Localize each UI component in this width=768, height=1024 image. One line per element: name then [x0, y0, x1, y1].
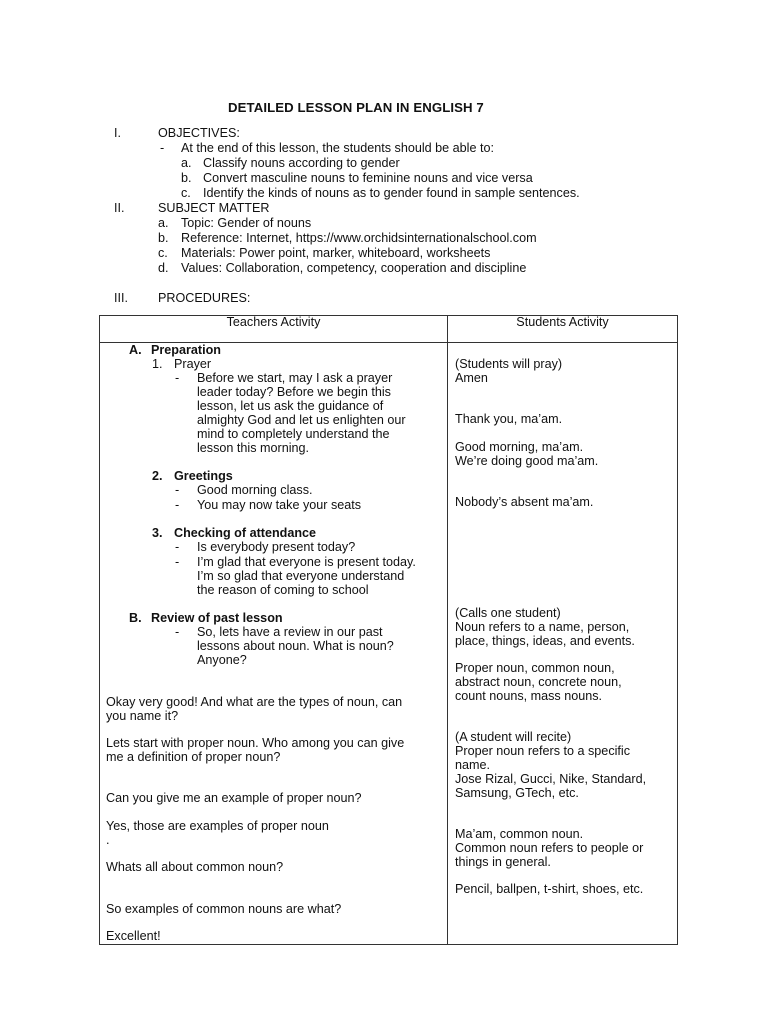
students-noun-types-line: Proper noun, common noun, — [455, 661, 615, 675]
common-noun-question: Whats all about common noun? — [106, 860, 284, 874]
students-amen: Amen — [455, 371, 488, 385]
greetings-label: Greetings — [174, 469, 233, 483]
attendance-marker: 3. — [152, 526, 163, 540]
objective-marker: b. — [181, 171, 192, 185]
common-examples-question: So examples of common nouns are what? — [106, 902, 342, 916]
excellent-remark: Excellent! — [106, 929, 161, 943]
stray-period: . — [106, 833, 110, 847]
attendance-item: Is everybody present today? — [197, 540, 356, 554]
objectives-intro: At the end of this lesson, the students should be able to: — [181, 141, 494, 155]
students-common-examples: Pencil, ballpen, t-shirt, shoes, etc. — [455, 882, 644, 896]
students-common-definition-line: things in general. — [455, 855, 551, 869]
students-proper-definition-line: Proper noun refers to a specific — [455, 744, 631, 758]
objective-item: Classify nouns according to gender — [203, 156, 400, 170]
prayer-text-line: mind to completely understand the — [197, 427, 390, 441]
prayer-label: Prayer — [174, 357, 212, 371]
students-common-definition-line: Common noun refers to people or — [455, 841, 644, 855]
greeting-item: You may now take your seats — [197, 498, 362, 512]
students-nobody-absent: Nobody’s absent ma’am. — [455, 495, 594, 509]
objectives-heading: OBJECTIVES: — [158, 126, 240, 140]
objective-marker: a. — [181, 156, 192, 170]
students-good-morning: Good morning, ma’am. — [455, 440, 584, 454]
students-thank-you: Thank you, ma’am. — [455, 412, 563, 426]
proper-definition-question-line: me a definition of proper noun? — [106, 750, 281, 764]
students-noun-definition-line: Noun refers to a name, person, — [455, 620, 630, 634]
procedures-numeral: III. — [114, 291, 128, 305]
bullet-dash: - — [175, 371, 180, 385]
proper-confirmation: Yes, those are examples of proper noun — [106, 819, 329, 833]
subject-matter-numeral: II. — [114, 201, 125, 215]
bullet-dash: - — [175, 483, 180, 497]
subject-marker: d. — [158, 261, 169, 275]
types-question-line: Okay very good! And what are the types of noun, can — [106, 695, 403, 709]
students-calls-one: (Calls one student) — [455, 606, 561, 620]
bullet-dash: - — [175, 498, 180, 512]
subject-matter-heading: SUBJECT MATTER — [158, 201, 270, 215]
proper-example-question: Can you give me an example of proper noun? — [106, 791, 362, 805]
subject-marker: c. — [158, 246, 168, 260]
prayer-text-line: lesson, let us ask the guidance of — [197, 399, 384, 413]
students-activity-header: Students Activity — [516, 315, 609, 329]
procedures-heading: PROCEDURES: — [158, 291, 251, 305]
students-recite: (A student will recite) — [455, 730, 572, 744]
objective-marker: c. — [181, 186, 191, 200]
students-proper-definition-line: name. — [455, 758, 491, 772]
students-proper-examples-line: Samsung, GTech, etc. — [455, 786, 579, 800]
students-proper-examples-line: Jose Rizal, Gucci, Nike, Standard, — [455, 772, 647, 786]
subject-marker: b. — [158, 231, 169, 245]
objective-item: Identify the kinds of nouns as to gender found in sample sentences. — [203, 186, 580, 200]
review-text-line: lessons about noun. What is noun? — [197, 639, 394, 653]
attendance-item-line: I’m so glad that everyone understand — [197, 569, 405, 583]
objective-item: Convert masculine nouns to feminine nouns and vice versa — [203, 171, 533, 185]
students-noun-types-line: count nouns, mass nouns. — [455, 689, 603, 703]
attendance-label: Checking of attendance — [174, 526, 317, 540]
review-text-line: So, lets have a review in our past — [197, 625, 383, 639]
bullet-dash: - — [175, 625, 180, 639]
review-marker: B. — [129, 611, 142, 625]
students-doing-good: We’re doing good ma’am. — [455, 454, 599, 468]
prayer-text-line: almighty God and let us enlighten our — [197, 413, 406, 427]
types-question-line: you name it? — [106, 709, 179, 723]
subject-item: Values: Collaboration, competency, cooperation and discipline — [181, 261, 527, 275]
objectives-numeral: I. — [114, 126, 121, 140]
review-text-line: Anyone? — [197, 653, 247, 667]
prayer-text-line: Before we start, may I ask a prayer — [197, 371, 393, 385]
greetings-marker: 2. — [152, 469, 163, 483]
students-pray: (Students will pray) — [455, 357, 563, 371]
objectives-dash: - — [160, 141, 165, 155]
subject-item: Materials: Power point, marker, whiteboard, worksheets — [181, 246, 491, 260]
preparation-marker: A. — [129, 343, 142, 357]
students-noun-types-line: abstract noun, concrete noun, — [455, 675, 622, 689]
review-label: Review of past lesson — [151, 611, 283, 625]
students-common-answer: Ma’am, common noun. — [455, 827, 584, 841]
preparation-label: Preparation — [151, 343, 221, 357]
table-column-divider — [447, 315, 448, 945]
students-noun-definition-line: place, things, ideas, and events. — [455, 634, 635, 648]
attendance-item-line: I’m glad that everyone is present today. — [197, 555, 416, 569]
prayer-marker: 1. — [152, 357, 163, 371]
prayer-text-line: lesson this morning. — [197, 441, 309, 455]
prayer-text-line: leader today? Before we begin this — [197, 385, 391, 399]
teachers-activity-header: Teachers Activity — [226, 315, 321, 329]
subject-item: Reference: Internet, https://www.orchidsinternationalschool.com — [181, 231, 537, 245]
proper-definition-question-line: Lets start with proper noun. Who among you can give — [106, 736, 405, 750]
attendance-item-line: the reason of coming to school — [197, 583, 369, 597]
subject-marker: a. — [158, 216, 169, 230]
subject-item: Topic: Gender of nouns — [181, 216, 312, 230]
document-title: DETAILED LESSON PLAN IN ENGLISH 7 — [228, 100, 484, 115]
greeting-item: Good morning class. — [197, 483, 313, 497]
bullet-dash: - — [175, 540, 180, 554]
bullet-dash: - — [175, 555, 180, 569]
